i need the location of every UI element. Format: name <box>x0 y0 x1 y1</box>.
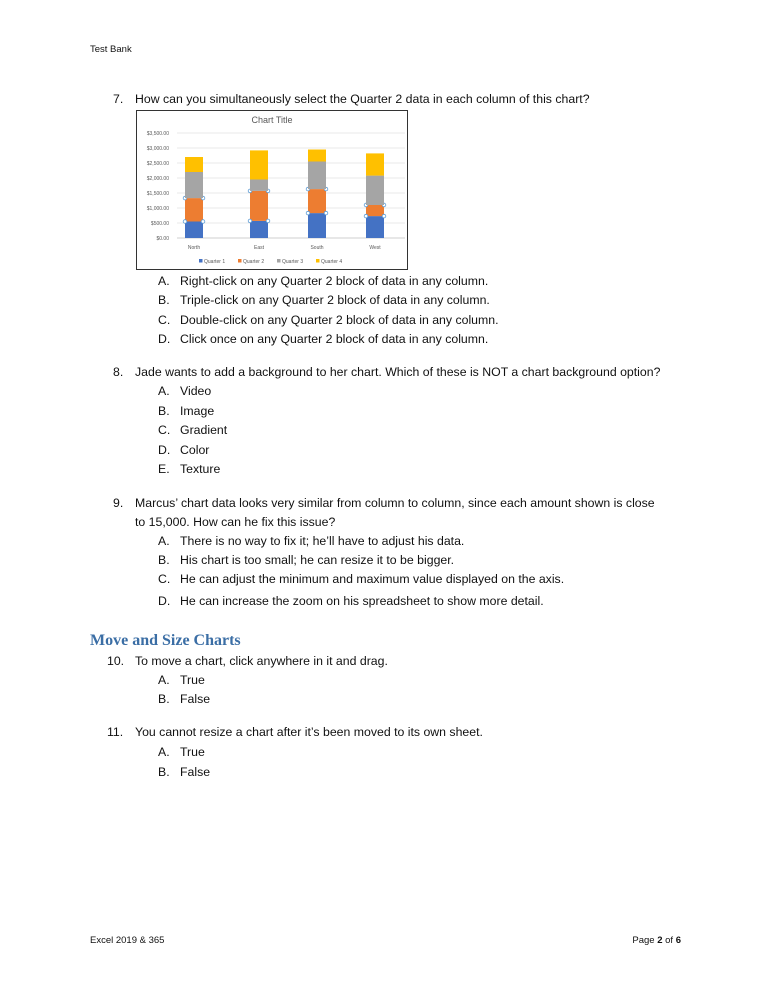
bar-segment <box>185 157 203 172</box>
selection-handle <box>266 219 270 223</box>
question-number: 8. <box>113 365 124 379</box>
option-letter: A. <box>158 274 170 288</box>
legend-swatch <box>238 259 242 263</box>
x-tick-label: East <box>253 245 265 251</box>
answer-option: False <box>180 692 211 706</box>
question-number: 10. <box>107 654 125 668</box>
question-text: Jade wants to add a background to her chart. Which of these is NOT a chart background option? <box>135 365 661 379</box>
selection-handle <box>248 219 252 223</box>
answer-option: Gradient <box>180 423 228 437</box>
bar-segment <box>366 205 384 216</box>
y-tick-label: $1,500.00 <box>146 191 169 197</box>
y-tick-label: $0.00 <box>156 236 169 242</box>
y-tick-label: $2,500.00 <box>146 161 169 167</box>
selection-handle <box>306 211 310 215</box>
bar-segment <box>308 162 326 190</box>
answer-option: Right-click on any Quarter 2 block of data in any column. <box>180 274 489 288</box>
selection-handle <box>201 220 205 224</box>
bar-segment <box>366 176 384 205</box>
option-letter: B. <box>158 553 170 567</box>
selection-handle <box>324 211 328 215</box>
selection-handle <box>183 220 187 224</box>
answer-option: He can increase the zoom on his spreadsheet to show more detail. <box>180 594 544 608</box>
legend-label: Quarter 3 <box>282 259 304 265</box>
option-letter: B. <box>158 765 170 779</box>
x-tick-label: North <box>187 245 201 251</box>
question-number: 9. <box>113 496 124 510</box>
answer-option: True <box>180 673 205 687</box>
answer-option: There is no way to fix it; he’ll have to adjust his data. <box>180 534 465 548</box>
answer-option: Color <box>180 443 210 457</box>
bar-segment <box>308 213 326 238</box>
answer-option: Video <box>180 384 212 398</box>
bar-segment <box>185 222 203 239</box>
page-header: Test Bank <box>90 44 132 55</box>
question-text: Marcus’ chart data looks very similar from column to column, since each amount shown is close <box>135 496 655 510</box>
option-letter: A. <box>158 534 170 548</box>
option-letter: C. <box>158 423 171 437</box>
bar-segment <box>250 180 268 191</box>
selection-handle <box>364 214 368 218</box>
bar-segment <box>250 191 268 221</box>
legend-swatch <box>277 259 281 263</box>
option-letter: B. <box>158 692 170 706</box>
question-number: 7. <box>113 92 124 106</box>
legend-label: Quarter 1 <box>204 259 226 265</box>
question-number: 11. <box>107 725 124 739</box>
bar-segment <box>366 153 384 175</box>
answer-option: His chart is too small; he can resize it to be bigger. <box>180 553 455 567</box>
bar-segment <box>366 216 384 238</box>
option-letter: E. <box>158 462 170 476</box>
option-letter: A. <box>158 384 170 398</box>
x-tick-label: West <box>369 245 381 251</box>
option-letter: D. <box>158 443 171 457</box>
answer-option: Double-click on any Quarter 2 block of data in any column. <box>180 313 499 327</box>
answer-option: Texture <box>180 462 221 476</box>
option-letter: C. <box>158 313 171 327</box>
bar-segment <box>308 189 326 213</box>
bar-segment <box>250 221 268 238</box>
option-letter: B. <box>158 293 170 307</box>
legend-swatch <box>199 259 203 263</box>
option-letter: D. <box>158 594 171 608</box>
footer-left: Excel 2019 & 365 <box>90 935 165 946</box>
legend-label: Quarter 4 <box>321 259 343 265</box>
y-tick-label: $500.00 <box>150 221 169 227</box>
option-letter: A. <box>158 745 170 759</box>
bar-segment <box>308 150 326 162</box>
legend-label: Quarter 2 <box>243 259 265 265</box>
bar-segment <box>185 172 203 198</box>
option-letter: C. <box>158 572 171 586</box>
answer-option: Triple-click on any Quarter 2 block of data in any column. <box>180 293 490 307</box>
option-letter: A. <box>158 673 170 687</box>
answer-option: He can adjust the minimum and maximum value displayed on the axis. <box>180 572 565 586</box>
legend-swatch <box>316 259 320 263</box>
question-text: How can you simultaneously select the Quarter 2 data in each column of this chart? <box>135 92 590 106</box>
chart-title: Chart Title <box>251 115 293 125</box>
x-tick-label: South <box>310 245 324 251</box>
answer-option: True <box>180 745 205 759</box>
y-tick-label: $3,000.00 <box>146 146 169 152</box>
question-text: To move a chart, click anywhere in it and drag. <box>135 654 388 668</box>
y-tick-label: $2,000.00 <box>146 176 169 182</box>
y-tick-label: $1,000.00 <box>146 206 169 212</box>
answer-option: False <box>180 765 211 779</box>
option-letter: D. <box>158 332 171 346</box>
option-letter: B. <box>158 404 170 418</box>
question-text: to 15,000. How can he fix this issue? <box>135 515 336 529</box>
footer-page: Page 2 of 6 <box>632 935 681 946</box>
bar-segment <box>185 198 203 221</box>
answer-option: Image <box>180 404 215 418</box>
answer-option: Click once on any Quarter 2 block of data in any column. <box>180 332 489 346</box>
section-heading: Move and Size Charts <box>90 632 241 649</box>
bar-segment <box>250 150 268 179</box>
question-text: You cannot resize a chart after it’s been moved to its own sheet. <box>135 725 483 739</box>
embedded-chart[interactable] <box>136 110 408 270</box>
selection-handle <box>382 214 386 218</box>
y-tick-label: $3,500.00 <box>146 131 169 137</box>
